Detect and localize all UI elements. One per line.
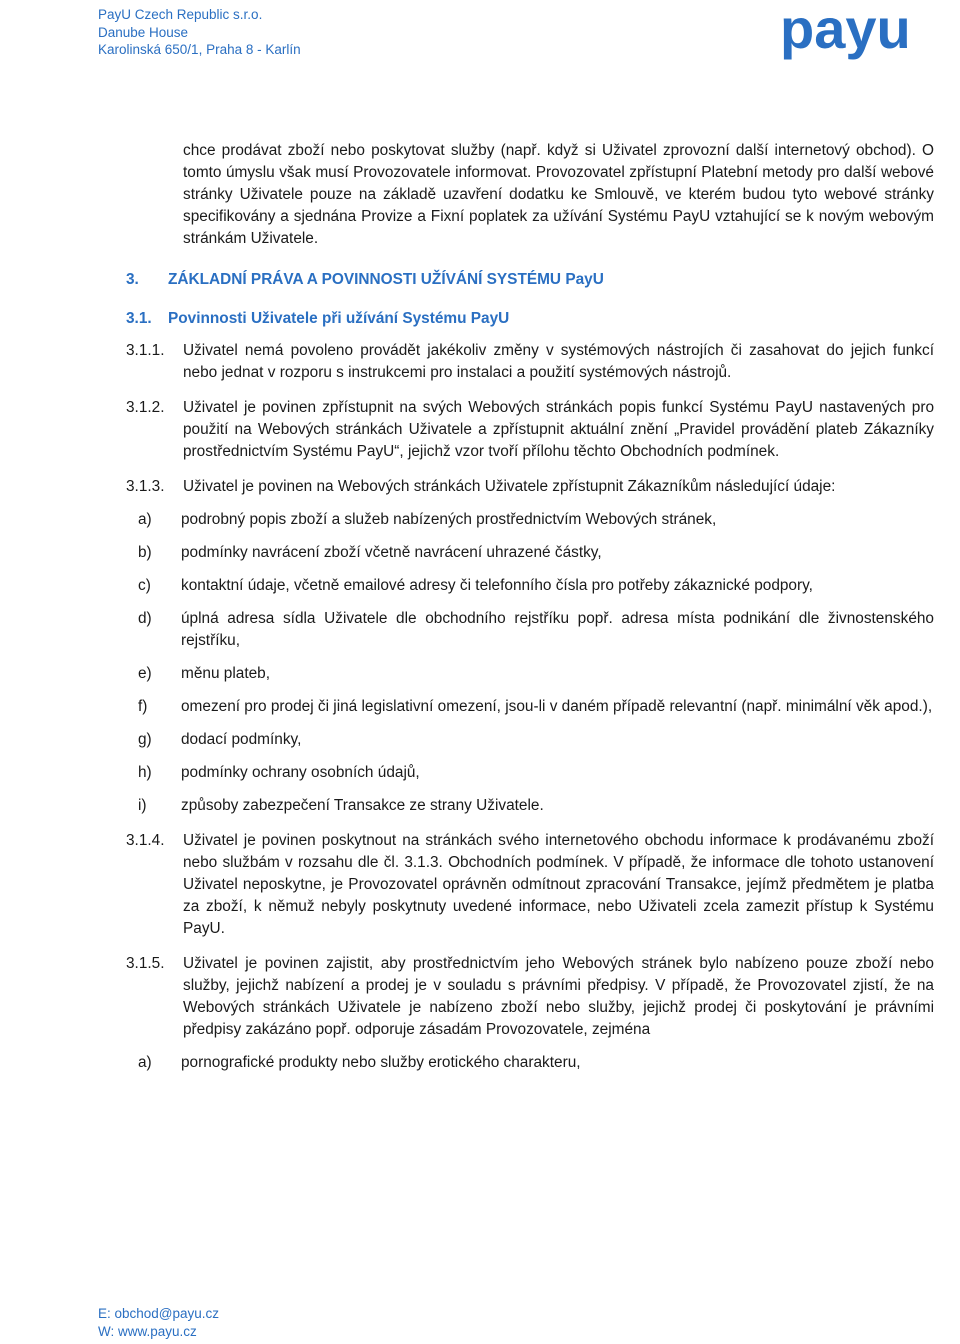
building-name: Danube House bbox=[98, 24, 189, 40]
list-item-label: f) bbox=[138, 698, 148, 715]
clause-text: Uživatel je povinen poskytnout na stránkách svého internetového obchodu informace k prodávanému zboží nebo službám v rozsahu dle čl. 3.1.3. Obchodních podmínek. V případě, že informace dle tohoto ustanovení Uživatel neposkytne, je Provozovatel oprávněn odmítnout zpracování Transakce, jejímž předmětem je platba za zboží, k němuž nebyly poskytnuty uvedené informace, nebo Uživateli zcela zamezit přístup k Systému PayU. bbox=[183, 832, 934, 937]
clause-text: Uživatel nemá povoleno provádět jakékoliv změny v systémových nástrojích či zasahovat do jejich funkcí nebo jednat v rozporu s instrukcemi pro instalaci a použití systémových nástrojů. bbox=[183, 342, 934, 381]
payu-logo-text: payu bbox=[780, 2, 911, 60]
section-heading bbox=[126, 269, 934, 291]
list-item bbox=[126, 1052, 934, 1074]
clause-number: 3.1.2. bbox=[126, 399, 165, 416]
list-item-text: podmínky ochrany osobních údajů, bbox=[181, 764, 420, 781]
footer-email: E: obchod@payu.cz bbox=[98, 1306, 220, 1321]
clause-3-1-3 bbox=[126, 476, 934, 498]
document-body bbox=[126, 140, 934, 1074]
subsection-heading bbox=[126, 308, 934, 330]
list-item-label: g) bbox=[138, 731, 152, 748]
list-item-label: h) bbox=[138, 764, 152, 781]
list-item-text: omezení pro prodej či jiná legislativní omezení, jsou-li v daném případě relevantní (např. minimální věk apod.), bbox=[181, 698, 933, 715]
list-item bbox=[126, 575, 934, 597]
subsection-title: Povinnosti Uživatele při užívání Systému PayU bbox=[168, 310, 510, 327]
list-item-text: podrobný popis zboží a služeb nabízených prostřednictvím Webových stránek, bbox=[181, 511, 717, 528]
list-item-text: způsoby zabezpečení Transakce ze strany Uživatele. bbox=[181, 797, 544, 814]
clause-text: Uživatel je povinen zajistit, aby prostřednictvím jeho Webových stránek bylo nabízeno pouze zboží nebo služby, jejichž nabízení a prodej je v souladu s právními předpisy. V případě, že Provozovatel zjistí, že na Webových stránkách Uživatele je nabízeno zboží nebo služby, jejichž prodej či poskytování je právními předpisy zakázáno popř. odporuje zásadám Provozovatele, zejména bbox=[183, 955, 934, 1038]
payu-logo bbox=[778, 2, 960, 60]
list-item-label: i) bbox=[138, 797, 147, 814]
clause-text: Uživatel je povinen na Webových stránkách Uživatele zpřístupnit Zákazníkům následující údaje: bbox=[183, 478, 836, 495]
list-item-label: a) bbox=[138, 1054, 152, 1071]
list-item bbox=[126, 663, 934, 685]
company-name: PayU Czech Republic s.r.o. bbox=[98, 7, 263, 22]
payu-logo-mark bbox=[778, 2, 960, 60]
list-item bbox=[126, 696, 934, 718]
clause-3-1-4 bbox=[126, 830, 934, 940]
intro-paragraph: chce prodávat zboží nebo poskytovat služby (např. když si Uživatel zprovozní další internetový obchod). O tomto úmyslu však musí Provozovatele informovat. Provozovatel zpřístupní Platební metody pro další webové stránky Uživatele pouze na základě uzavření dodatku ke Smlouvě, ve kterém budou tyto webové stránky specifikovány a sjednána Provize a Fixní poplatek za užívání Systému PayU vztahující se k novým webovým stránkám Uživatele. bbox=[183, 142, 934, 247]
clause-text: Uživatel je povinen zpřístupnit na svých Webových stránkách popis funkcí Systému PayU nastavených pro použití na Webových stránkách Uživatele a zpřístupnit aktuální znění „Pravidel provádění plateb Zákazníky prostřednictvím Systému PayU“, jejichž vzor tvoří přílohu těchto Obchodních podmínek. bbox=[183, 399, 934, 460]
clause-number: 3.1.3. bbox=[126, 478, 165, 495]
list-item-text: podmínky navrácení zboží včetně navrácení uhrazené částky, bbox=[181, 544, 602, 561]
clause-number: 3.1.4. bbox=[126, 832, 165, 849]
list-item-label: d) bbox=[138, 610, 152, 627]
list-item-text: dodací podmínky, bbox=[181, 731, 302, 748]
list-item bbox=[126, 509, 934, 531]
clause-3-1-1 bbox=[126, 340, 934, 384]
clause-number: 3.1.1. bbox=[126, 342, 165, 359]
letterhead-address bbox=[98, 6, 301, 59]
clause-number: 3.1.5. bbox=[126, 955, 165, 972]
list-item-label: c) bbox=[138, 577, 151, 594]
list-item-text: úplná adresa sídla Uživatele dle obchodního rejstříku popř. adresa místa podnikání dle živnostenského rejstříku, bbox=[181, 610, 934, 649]
list-item-label: b) bbox=[138, 544, 152, 561]
list-item-label: e) bbox=[138, 665, 152, 682]
list-item bbox=[126, 729, 934, 751]
list-item bbox=[126, 608, 934, 652]
list-item bbox=[126, 795, 934, 817]
section-number: 3. bbox=[126, 271, 139, 288]
list-item bbox=[126, 542, 934, 564]
footer-web: W: www.payu.cz bbox=[98, 1324, 197, 1339]
section-title: ZÁKLADNÍ PRÁVA A POVINNOSTI UŽÍVÁNÍ SYSTÉMU PayU bbox=[168, 271, 604, 288]
clause-3-1-5 bbox=[126, 953, 934, 1041]
list-item-text: kontaktní údaje, včetně emailové adresy či telefonního čísla pro potřeby zákaznické podpory, bbox=[181, 577, 813, 594]
subsection-number: 3.1. bbox=[126, 310, 152, 327]
clause-3-1-2 bbox=[126, 397, 934, 463]
footer-contact bbox=[98, 1305, 219, 1341]
list-item-label: a) bbox=[138, 511, 152, 528]
list-item-text: pornografické produkty nebo služby erotického charakteru, bbox=[181, 1054, 581, 1071]
list-item-text: měnu plateb, bbox=[181, 665, 270, 682]
street-address: Karolinská 650/1, Praha 8 - Karlín bbox=[98, 42, 301, 57]
list-item bbox=[126, 762, 934, 784]
